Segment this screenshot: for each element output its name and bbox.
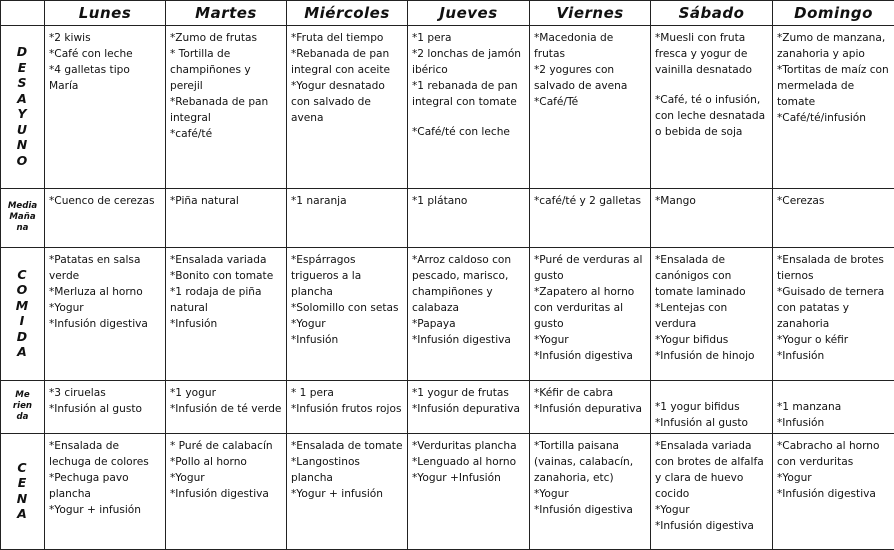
meal-label-letter: S (17, 75, 29, 91)
menu-item: *café/té (170, 126, 283, 142)
menu-cell (166, 381, 287, 434)
menu-cell (287, 248, 408, 381)
menu-item: *Yogur + infusión (49, 502, 162, 518)
menu-item: *1 manzana (777, 399, 891, 415)
meal-label-merienda (1, 381, 45, 434)
menu-cell (408, 189, 530, 248)
header-row (1, 1, 894, 26)
meal-label-letter: E (17, 60, 29, 76)
menu-item: *Ensalada de brotes tiernos (777, 252, 891, 284)
menu-item: *Infusión (777, 348, 891, 364)
meal-row-comida (1, 248, 894, 381)
meal-label-comida (1, 248, 45, 381)
menu-cell (45, 434, 166, 550)
item-gap (655, 385, 769, 399)
meal-row-desayuno (1, 26, 894, 189)
menu-item: *Café con leche (49, 46, 162, 62)
menu-item: *Infusión digestiva (655, 518, 769, 534)
menu-cell (166, 26, 287, 189)
day-header-miercoles: Miércoles (287, 1, 408, 26)
menu-cell (530, 189, 651, 248)
meal-label-letter: A (17, 91, 29, 107)
menu-item: *Kéfir de cabra (534, 385, 647, 401)
menu-item: *Tortitas de maíz con mermelada de tomate (777, 62, 891, 110)
meal-label-desayuno (1, 26, 45, 189)
menu-item: *Yogur + infusión (291, 486, 404, 502)
menu-item: *Puré de verduras al gusto (534, 252, 647, 284)
menu-item: *Infusión al gusto (655, 415, 769, 431)
menu-item: *Merluza al horno (49, 284, 162, 300)
menu-cell (287, 26, 408, 189)
menu-item: *Infusión digestiva (534, 502, 647, 518)
meal-row-merienda (1, 381, 894, 434)
menu-cell (408, 381, 530, 434)
meal-label-letter: N (17, 137, 29, 153)
menu-item: *Ensalada de tomate (291, 438, 404, 454)
menu-cell (651, 26, 773, 189)
menu-cell (773, 189, 894, 248)
meal-label-cena (1, 434, 45, 550)
menu-item: *Cabracho al horno con verduritas (777, 438, 891, 470)
menu-cell (530, 434, 651, 550)
menu-item: *Ensalada variada (170, 252, 283, 268)
menu-item: * 1 pera (291, 385, 404, 401)
menu-item: *Macedonia de frutas (534, 30, 647, 62)
menu-item: *1 pera (412, 30, 526, 46)
menu-cell (45, 189, 166, 248)
day-header-lunes: Lunes (45, 1, 166, 26)
menu-cell (530, 381, 651, 434)
meal-label-letter: D (16, 329, 29, 345)
menu-cell (651, 381, 773, 434)
menu-item: *Papaya (412, 316, 526, 332)
meal-label-letter: Y (17, 106, 29, 122)
meal-label-letter: O (16, 282, 29, 298)
menu-item: *Patatas en salsa verde (49, 252, 162, 284)
menu-item: *Infusión digestiva (777, 486, 891, 502)
menu-item: *Infusión (777, 415, 891, 431)
menu-item: *Infusión digestiva (412, 332, 526, 348)
meal-label-letter: N (17, 491, 28, 507)
meal-label-line: da (13, 412, 32, 423)
menu-item: *1 yogur de frutas (412, 385, 526, 401)
menu-cell (45, 381, 166, 434)
day-header-jueves: Jueves (408, 1, 530, 26)
menu-item: *Infusión digestiva (49, 316, 162, 332)
meal-label-letter: C (16, 267, 29, 283)
menu-item: *Yogur bifidus (655, 332, 769, 348)
meal-label-letter: C (17, 460, 28, 476)
menu-item: *Café, té o infusión, con leche desnatada o bebida de soja (655, 92, 769, 140)
menu-item: *Infusión digestiva (170, 486, 283, 502)
menu-item: *Infusión al gusto (49, 401, 162, 417)
menu-item: *Yogur (534, 486, 647, 502)
menu-item: *Infusión depurativa (534, 401, 647, 417)
menu-item: *Guisado de ternera con patatas y zanahoria (777, 284, 891, 332)
meal-label-media-manana (1, 189, 45, 248)
meal-label-line: na (8, 223, 37, 234)
menu-item: *Rebanada de pan integral con aceite (291, 46, 404, 78)
meal-label-line: Maña (8, 212, 37, 223)
menu-cell (45, 26, 166, 189)
menu-cell (408, 248, 530, 381)
menu-item: *Infusión de hinojo (655, 348, 769, 364)
menu-item: *Zumo de manzana, zanahoria y apio (777, 30, 891, 62)
menu-item: *Pollo al horno (170, 454, 283, 470)
menu-cell (773, 381, 894, 434)
meal-label-letter: I (16, 313, 29, 329)
menu-item: *Zapatero al horno con verduritas al gusto (534, 284, 647, 332)
meal-label-letter: D (17, 44, 29, 60)
day-header-viernes: Viernes (530, 1, 651, 26)
menu-item: *Espárragos trigueros a la plancha (291, 252, 404, 300)
corner-cell (1, 1, 45, 26)
menu-item: *1 plátano (412, 193, 526, 209)
menu-item: *3 ciruelas (49, 385, 162, 401)
menu-item: *Yogur (170, 470, 283, 486)
item-gap (655, 78, 769, 92)
day-header-martes: Martes (166, 1, 287, 26)
menu-item: *Verduritas plancha (412, 438, 526, 454)
menu-cell (651, 248, 773, 381)
menu-cell (408, 434, 530, 550)
menu-item: *Cuenco de cerezas (49, 193, 162, 209)
menu-cell (651, 189, 773, 248)
menu-item: *Yogur (777, 470, 891, 486)
menu-item: *Infusión (291, 332, 404, 348)
menu-cell (773, 248, 894, 381)
day-header-sabado: Sábado (651, 1, 773, 26)
menu-item: *Lentejas con verdura (655, 300, 769, 332)
menu-item: *Piña natural (170, 193, 283, 209)
menu-cell (530, 26, 651, 189)
menu-item: *Yogur desnatado con salvado de avena (291, 78, 404, 126)
menu-item: *Rebanada de pan integral (170, 94, 283, 126)
menu-item: *1 rodaja de piña natural (170, 284, 283, 316)
menu-item: *1 yogur bifidus (655, 399, 769, 415)
menu-cell (773, 434, 894, 550)
menu-item: *Lenguado al horno (412, 454, 526, 470)
menu-cell (166, 189, 287, 248)
menu-item: *2 yogures con salvado de avena (534, 62, 647, 94)
menu-item: *Ensalada de canónigos con tomate laminado (655, 252, 769, 300)
menu-item: *Yogur (291, 316, 404, 332)
menu-item: *4 galletas tipo María (49, 62, 162, 94)
menu-item: *Cerezas (777, 193, 891, 209)
menu-cell (45, 248, 166, 381)
menu-item: *Infusión depurativa (412, 401, 526, 417)
meal-label-letter: U (17, 122, 29, 138)
menu-item: *Mango (655, 193, 769, 209)
meal-label-letter: A (17, 506, 28, 522)
menu-item: *Yogur (534, 332, 647, 348)
menu-item: *Arroz caldoso con pescado, marisco, champiñones y calabaza (412, 252, 526, 316)
menu-cell (166, 434, 287, 550)
meal-label-letter: E (17, 475, 28, 491)
menu-item: *Café/té con leche (412, 124, 526, 140)
menu-cell (530, 248, 651, 381)
menu-item: * Puré de calabacín (170, 438, 283, 454)
menu-item: *Yogur +Infusión (412, 470, 526, 486)
meal-label-line: Me (13, 390, 32, 401)
menu-item: *Solomillo con setas (291, 300, 404, 316)
menu-item: *café/té y 2 galletas (534, 193, 647, 209)
menu-item: *1 naranja (291, 193, 404, 209)
menu-cell (287, 381, 408, 434)
menu-item: *Muesli con fruta fresca y yogur de vainilla desnatado (655, 30, 769, 78)
menu-cell (287, 434, 408, 550)
menu-item: *Infusión (170, 316, 283, 332)
meal-label-line: rien (13, 401, 32, 412)
menu-item: *Café/té/infusión (777, 110, 891, 126)
meal-label-letter: M (16, 298, 29, 314)
menu-item: *Tortilla paisana (vainas, calabacín, zanahoria, etc) (534, 438, 647, 486)
meal-label-letter: A (16, 344, 29, 360)
menu-item: *Ensalada de lechuga de colores (49, 438, 162, 470)
day-header-domingo: Domingo (773, 1, 894, 26)
menu-item: *Zumo de frutas (170, 30, 283, 46)
menu-item: *Langostinos plancha (291, 454, 404, 486)
menu-item: *1 yogur (170, 385, 283, 401)
menu-item: *Yogur o kéfir (777, 332, 891, 348)
item-gap (777, 385, 891, 399)
menu-item: *Bonito con tomate (170, 268, 283, 284)
menu-cell (166, 248, 287, 381)
menu-item: *Yogur (655, 502, 769, 518)
menu-item: * Tortilla de champiñones y perejil (170, 46, 283, 94)
meal-row-media-manana (1, 189, 894, 248)
menu-item: *Ensalada variada con brotes de alfalfa y clara de huevo cocido (655, 438, 769, 502)
menu-item: *Infusión digestiva (534, 348, 647, 364)
menu-cell (287, 189, 408, 248)
meal-row-cena (1, 434, 894, 550)
menu-item: *Infusión frutos rojos (291, 401, 404, 417)
item-gap (412, 110, 526, 124)
menu-item: *Pechuga pavo plancha (49, 470, 162, 502)
meal-label-letter: O (17, 153, 29, 169)
menu-item: *Infusión de té verde (170, 401, 283, 417)
menu-cell (651, 434, 773, 550)
menu-item: *1 rebanada de pan integral con tomate (412, 78, 526, 110)
menu-item: *Yogur (49, 300, 162, 316)
menu-item: *Café/Té (534, 94, 647, 110)
menu-item: *2 kiwis (49, 30, 162, 46)
menu-item: *Fruta del tiempo (291, 30, 404, 46)
menu-item: *2 lonchas de jamón ibérico (412, 46, 526, 78)
menu-cell (408, 26, 530, 189)
menu-cell (773, 26, 894, 189)
meal-label-line: Media (8, 201, 37, 212)
